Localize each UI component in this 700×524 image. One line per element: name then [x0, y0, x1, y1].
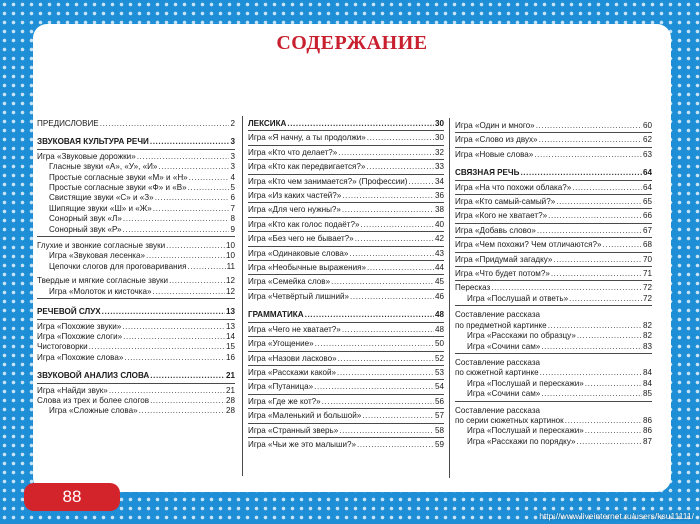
toc-entry[interactable]: Игра «Похожие слова» ..... 16	[37, 353, 235, 363]
toc-section-heading[interactable]: ГРАММАТИКА ..... 48	[248, 310, 444, 320]
toc-entry[interactable]: Игра «Слово из двух» ..... 62	[455, 135, 652, 145]
divider	[37, 149, 235, 150]
divider	[248, 365, 444, 366]
toc-entry[interactable]: Сонорный звук «Р» ..... 9	[37, 225, 235, 235]
toc-entry[interactable]: Игра «Новые слова» ..... 63	[455, 150, 652, 160]
toc-entry[interactable]: Игра «Звуковые дорожки» ..... 3	[37, 152, 235, 162]
toc-entry[interactable]: Игра «Расскажи по порядку» ..... 87	[455, 437, 652, 447]
toc-entry[interactable]: Чистоговорки ..... 15	[37, 342, 235, 352]
toc-entry[interactable]: Игра «Путаница» ..... 54	[248, 382, 444, 392]
divider	[248, 379, 444, 380]
toc-entry[interactable]: Пересказ ..... 72	[455, 283, 652, 293]
toc-entry[interactable]: Игра «Чего не хватает?» ..... 48	[248, 325, 444, 335]
watermark-url: http://www.liveinternet.ru/users/ksu11111/	[539, 511, 694, 521]
contents-column-3	[455, 121, 652, 447]
toc-entry[interactable]: Шипящие звуки «Ш» и «Ж» ..... 7	[37, 204, 235, 214]
divider	[248, 174, 444, 175]
toc-entry[interactable]: Слова из трех и более слогов ..... 28	[37, 396, 235, 406]
toc-entry[interactable]: ПРЕДИСЛОВИЕ ..... 2	[37, 119, 235, 129]
divider	[248, 159, 444, 160]
toc-entry[interactable]: Игра «Добавь слово» ..... 67	[455, 226, 652, 236]
toc-entry[interactable]: Игра «Маленький и большой» ..... 57	[248, 411, 444, 421]
toc-entry[interactable]: по серии сюжетных картинок ..... 86	[455, 416, 652, 426]
toc-entry[interactable]: Глухие и звонкие согласные звуки ..... 10	[37, 241, 235, 251]
toc-entry[interactable]: Игра «Кто как передвигается?» ..... 33	[248, 162, 444, 172]
toc-entry[interactable]: Игра «Послушай и перескажи» ..... 86	[455, 426, 652, 436]
divider	[455, 208, 652, 209]
toc-entry[interactable]: Игра «Сложные слова» ..... 28	[37, 406, 235, 416]
divider	[248, 274, 444, 275]
divider	[455, 194, 652, 195]
toc-entry[interactable]: по сюжетной картинке ..... 84	[455, 368, 652, 378]
toc-entry[interactable]: Игра «Для чего нужны?» ..... 38	[248, 205, 444, 215]
toc-group-label: Составление рассказа	[455, 405, 541, 415]
divider	[248, 217, 444, 218]
toc-entry[interactable]: Гласные звуки «А», «У», «И» ..... 3	[37, 162, 235, 172]
contents-column-2	[248, 119, 444, 450]
toc-entry[interactable]: Цепочки слогов для проговаривания ..... 11	[37, 262, 235, 272]
toc-entry[interactable]: Игра «Кто чем занимается?» (Профессии) ..... 34	[248, 177, 444, 187]
divider	[455, 147, 652, 148]
toc-section-heading[interactable]: ЗВУКОВАЯ КУЛЬТУРА РЕЧИ ..... 3	[37, 137, 235, 147]
contents-column-1	[37, 119, 235, 417]
toc-entry[interactable]: по предметной картинке ..... 82	[455, 321, 652, 331]
toc-entry[interactable]: Игра «Придумай загадку» ..... 70	[455, 255, 652, 265]
divider	[248, 437, 444, 438]
toc-entry[interactable]: Игра «Назови ласково» ..... 52	[248, 354, 444, 364]
page-number-badge: 88	[24, 483, 120, 511]
toc-entry[interactable]: Игра «Кто как голос подаёт?» ..... 40	[248, 220, 444, 230]
toc-entry[interactable]: Игра «Из каких частей?» ..... 36	[248, 191, 444, 201]
divider	[248, 423, 444, 424]
toc-entry[interactable]: Игра «Похожие звуки» ..... 13	[37, 322, 235, 332]
divider	[248, 351, 444, 352]
contents-page	[33, 24, 671, 492]
divider	[248, 289, 444, 290]
divider	[248, 322, 444, 323]
divider	[248, 145, 444, 146]
toc-entry[interactable]: Игра «Сочини сам» ..... 85	[455, 389, 652, 399]
divider	[37, 298, 235, 299]
toc-entry[interactable]: Игра «Кого не хватает?» ..... 66	[455, 211, 652, 221]
toc-entry[interactable]: Игра «Кто что делает?» ..... 32	[248, 148, 444, 158]
toc-entry[interactable]: Твердые и мягкие согласные звуки ..... 12	[37, 276, 235, 286]
toc-entry[interactable]: Игра «Необычные выражения» ..... 44	[248, 263, 444, 273]
toc-entry[interactable]: Игра «Похожие слоги» ..... 14	[37, 332, 235, 342]
divider	[455, 180, 652, 181]
divider	[37, 383, 235, 384]
toc-entry[interactable]: Игра «Без чего не бывает?» ..... 42	[248, 234, 444, 244]
page-title: СОДЕРЖАНИЕ	[276, 32, 428, 54]
divider	[455, 305, 652, 306]
toc-entry[interactable]: Игра «Один и много» ..... 60	[455, 121, 652, 131]
divider	[37, 319, 235, 320]
divider	[37, 236, 235, 237]
divider	[248, 336, 444, 337]
toc-group-label: Составление рассказа	[455, 310, 541, 320]
toc-entry[interactable]: Игра «Расскажи по образцу» ..... 82	[455, 331, 652, 341]
divider	[248, 231, 444, 232]
divider	[248, 394, 444, 395]
toc-entry[interactable]: Игра «Расскажи какой» ..... 53	[248, 368, 444, 378]
toc-entry[interactable]: Игра «Я начну, а ты продолжи» ..... 30	[248, 133, 444, 143]
divider	[455, 252, 652, 253]
divider	[455, 401, 652, 402]
toc-entry[interactable]: Игра «Молоток и кисточка» ..... 12	[37, 287, 235, 297]
toc-section-heading[interactable]: ЛЕКСИКА ..... 30	[248, 119, 444, 129]
divider	[248, 130, 444, 131]
toc-entry[interactable]: Свистящие звуки «С» и «З» ..... 6	[37, 193, 235, 203]
toc-entry[interactable]: Игра «Угощение» ..... 50	[248, 339, 444, 349]
toc-entry[interactable]: Игра «Послушай и перескажи» ..... 84	[455, 379, 652, 389]
toc-entry[interactable]: Игра «Что будет потом?» ..... 71	[455, 269, 652, 279]
divider	[248, 246, 444, 247]
toc-entry[interactable]: Простые согласные звуки «М» и «Н» ..... 4	[37, 173, 235, 183]
divider	[248, 408, 444, 409]
toc-entry[interactable]: Игра «Послушай и ответь» ..... 72	[455, 294, 652, 304]
divider	[455, 353, 652, 354]
toc-entry[interactable]: Игра «Семейка слов» ..... 45	[248, 277, 444, 287]
toc-entry[interactable]: Сонорный звук «Л» ..... 8	[37, 214, 235, 224]
toc-entry[interactable]: Игра «На что похожи облака?» ..... 64	[455, 183, 652, 193]
toc-entry[interactable]: Игра «Звуковая лесенка» ..... 10	[37, 251, 235, 261]
divider	[455, 237, 652, 238]
divider	[455, 223, 652, 224]
toc-entry[interactable]: Простые согласные звуки «Ф» и «В» ..... 5	[37, 183, 235, 193]
toc-section-heading[interactable]: ЗВУКОВОЙ АНАЛИЗ СЛОВА ..... 21	[37, 371, 235, 381]
toc-entry[interactable]: Игра «Четвёртый лишний» ..... 46	[248, 292, 444, 302]
toc-entry[interactable]: Игра «Странный зверь» ..... 58	[248, 426, 444, 436]
toc-entry[interactable]: Игра «Где же кот?» ..... 56	[248, 397, 444, 407]
toc-entry[interactable]: Игра «Одинаковые слова» ..... 43	[248, 249, 444, 259]
divider	[248, 188, 444, 189]
divider	[455, 132, 652, 133]
toc-entry[interactable]: Игра «Найди звук» ..... 21	[37, 386, 235, 396]
toc-entry[interactable]: Игра «Кто самый-самый?» ..... 65	[455, 197, 652, 207]
toc-section-heading[interactable]: СВЯЗНАЯ РЕЧЬ ..... 64	[455, 168, 652, 178]
toc-entry[interactable]: Игра «Чьи же это малыши?» ..... 59	[248, 440, 444, 450]
toc-entry[interactable]: Игра «Сочини сам» ..... 83	[455, 342, 652, 352]
divider	[455, 280, 652, 281]
toc-entry[interactable]: Игра «Чем похожи? Чем отличаются?» ..... 68	[455, 240, 652, 250]
toc-group-label: Составление рассказа	[455, 357, 541, 367]
divider	[248, 202, 444, 203]
toc-section-heading[interactable]: РЕЧЕВОЙ СЛУХ ..... 13	[37, 307, 235, 317]
divider	[248, 260, 444, 261]
divider	[455, 266, 652, 267]
